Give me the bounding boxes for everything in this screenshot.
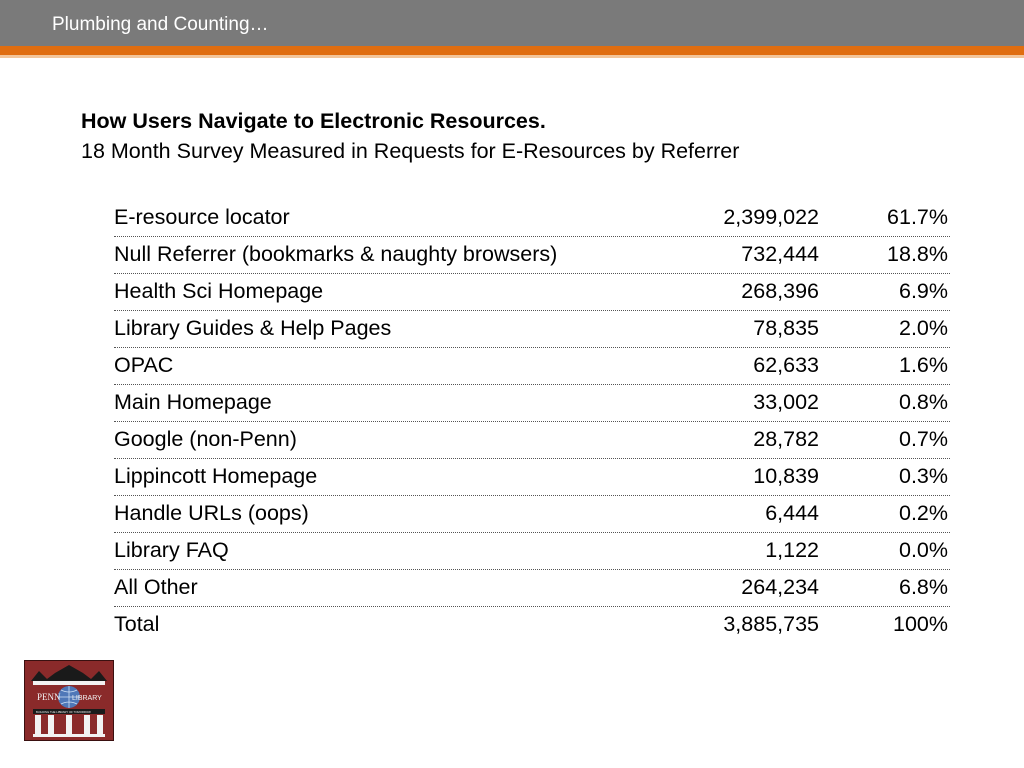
table-row (114, 496, 950, 533)
request-count: 2,399,022 (723, 205, 819, 229)
request-percent: 100% (893, 612, 948, 636)
request-percent: 6.9% (898, 279, 948, 303)
referrer-label: Handle URLs (oops) (114, 501, 309, 525)
accent-divider (0, 46, 1024, 55)
table-row (114, 533, 950, 570)
request-count: 28,782 (753, 427, 819, 451)
request-count: 264,234 (741, 575, 819, 599)
slide-heading: How Users Navigate to Electronic Resources. (81, 109, 546, 133)
request-count: 10,839 (753, 464, 819, 488)
request-count: 78,835 (753, 316, 819, 340)
slide-subheading: 18 Month Survey Measured in Requests for E-Resources by Referrer (81, 139, 740, 163)
request-percent: 6.8% (898, 575, 948, 599)
referrer-label: Null Referrer (bookmarks & naughty browsers) (114, 242, 558, 266)
request-percent: 0.2% (898, 501, 948, 525)
referrer-label: Library Guides & Help Pages (114, 316, 392, 340)
table-total-row (114, 607, 950, 643)
referrer-label: Main Homepage (114, 390, 272, 414)
referrer-label: E-resource locator (114, 205, 290, 229)
referrer-label: Lippincott Homepage (114, 464, 318, 488)
referrer-label: Health Sci Homepage (114, 279, 324, 303)
referrer-label: Library FAQ (114, 538, 229, 562)
referrer-label: OPAC (114, 353, 174, 377)
request-percent: 18.8% (887, 242, 948, 266)
request-count: 6,444 (765, 501, 819, 525)
request-percent: 61.7% (887, 205, 948, 229)
request-percent: 2.0% (898, 316, 948, 340)
top-bar (0, 0, 1024, 46)
request-percent: 0.7% (898, 427, 948, 451)
table-row (114, 348, 950, 385)
request-percent: 0.8% (898, 390, 948, 414)
request-count: 732,444 (741, 242, 819, 266)
referrer-label: Google (non-Penn) (114, 427, 297, 451)
request-count: 62,633 (753, 353, 819, 377)
request-percent: 0.3% (898, 464, 948, 488)
request-percent: 1.6% (898, 353, 948, 377)
referrer-label: All Other (114, 575, 198, 599)
table-row (114, 200, 950, 237)
referrer-table (114, 200, 950, 643)
accent-divider-light (0, 55, 1024, 58)
request-count: 33,002 (753, 390, 819, 414)
table-row (114, 311, 950, 348)
request-count: 268,396 (741, 279, 819, 303)
table-row (114, 422, 950, 459)
request-percent: 0.0% (898, 538, 948, 562)
table-row (114, 459, 950, 496)
slide-section-title: Plumbing and Counting… (52, 14, 269, 35)
table-row (114, 274, 950, 311)
request-count: 3,885,735 (723, 612, 819, 636)
logo-brand-left: PENN (37, 692, 61, 702)
request-count: 1,122 (765, 538, 819, 562)
table-row (114, 570, 950, 607)
table-row (114, 385, 950, 422)
logo-brand-right: LIBRARY (72, 695, 102, 702)
referrer-label: Total (114, 612, 160, 636)
table-row (114, 237, 950, 274)
logo-tagline: BUILDING THE LIBRARY OF TOMORROW (36, 710, 91, 714)
penn-library-logo-graphic (25, 661, 113, 740)
penn-library-logo (24, 660, 114, 741)
